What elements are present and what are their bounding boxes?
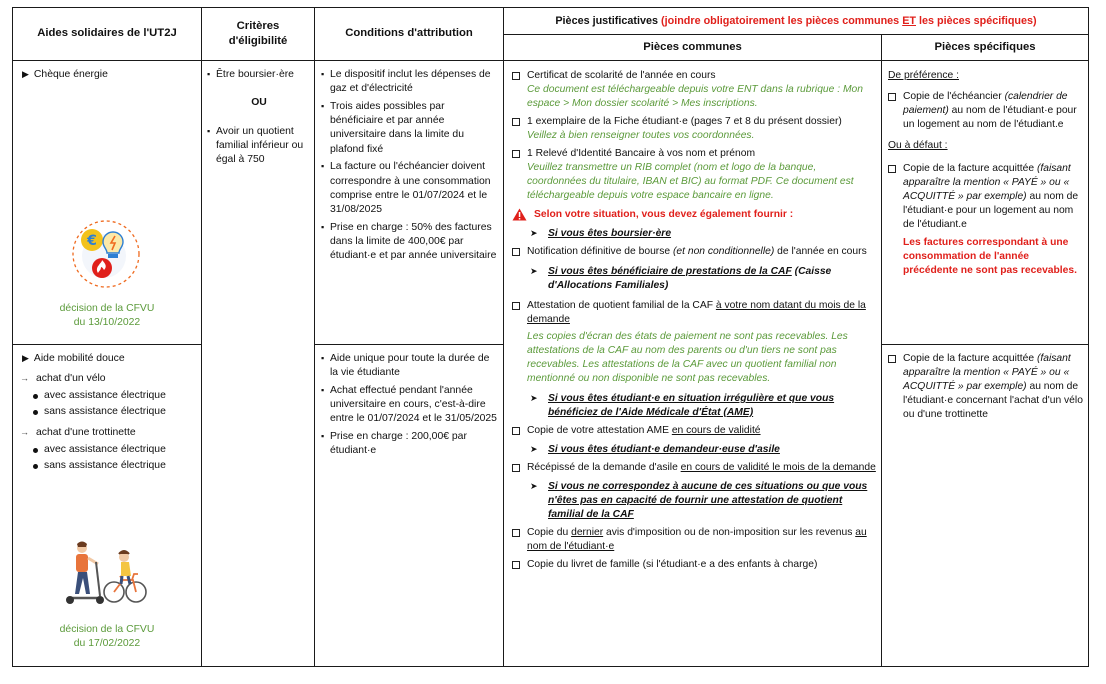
checkbox[interactable]	[888, 93, 896, 101]
chevron-right-icon: ➤	[530, 228, 538, 238]
header-specifiques: Pièces spécifiques	[934, 40, 1036, 53]
checkbox[interactable]	[512, 302, 520, 310]
pieces-specifiques-cheque	[888, 69, 1084, 278]
aid-cheque-energie	[22, 68, 197, 340]
spec-warning: Les factures correspondant à une consommation de l'année précédente ne sont pas recevables.	[903, 237, 1077, 276]
aid-mobilite-title: ▶ Aide mobilité douce	[22, 353, 125, 364]
piece-fiche: 1 exemplaire de la Fiche étudiant·e (pages 7 et 8 du présent dossier) Veillez à bien renseigner toutes vos coordonnées.	[512, 115, 878, 143]
conditions-mobilite	[321, 352, 499, 462]
piece-asile: Récépissé de la demande d'asile en cours de validité le mois de la demande	[512, 461, 878, 475]
piece-certificat: Certificat de scolarité de l'année en cours Ce document est téléchargeable depuis votre ENT dans la rubrique : Mon espace > Mon dossier scolarité > Mes inscriptions.	[512, 69, 878, 111]
header-aides-text: Aides solidaires de l'UT2J	[37, 27, 177, 40]
condition-item: ▪ Prise en charge : 50% des factures dans la limite de 400,00€ par étudiant·e et par année universitaire	[321, 221, 499, 264]
mobilite-velo-opt1: avec assistance électrique	[7, 389, 200, 403]
arrow-right-icon: →	[20, 427, 29, 438]
checkbox[interactable]	[888, 165, 896, 173]
energy-icon	[70, 218, 142, 290]
header-conditions	[315, 8, 503, 60]
chevron-right-icon: ➤	[530, 444, 538, 454]
svg-text:€: €	[87, 233, 97, 249]
piece-note: Veillez à bien renseigner toutes vos coordonnées.	[527, 130, 755, 141]
checkbox[interactable]	[888, 355, 896, 363]
spec-facture-mobilite: Copie de la facture acquittée (faisant apparaître la mention « PAYÉ » ou « ACQUITTÉ » par exemple) au nom de l'étudiant·e concernant l'achat d'un vélo ou d'une trottinette	[888, 352, 1084, 422]
triangle-right-icon: ▶	[22, 69, 29, 79]
piece-note: Ce document est téléchargeable depuis votre ENT dans la rubrique : Mon espace > Mon dossier scolarité > Mes inscriptions.	[527, 84, 863, 109]
header-criteres	[202, 8, 314, 60]
aid-mobilite-decision: décision de la CFVU du 17/02/2022	[59, 624, 155, 650]
condition-item: ▪ Aide unique pour toute la durée de la vie étudiante	[321, 352, 499, 381]
checkbox[interactable]	[512, 529, 520, 537]
header-aides	[13, 8, 201, 60]
piece-ame: Copie de votre attestation AME en cours de validité	[512, 424, 878, 438]
chevron-right-icon: ➤	[530, 481, 538, 491]
situation-ame: ➤ Si vous êtes étudiant·e en situation irrégulière et que vous bénéficiez de l'Aide Médicale d'État (AME)	[530, 393, 835, 418]
checkbox[interactable]	[512, 248, 520, 256]
condition-item: ▪ Trois aides possibles par bénéficiaire et par année universitaire dans la limite du plafond fixé	[321, 100, 499, 157]
checkbox[interactable]	[512, 150, 520, 158]
triangle-right-icon: ▶	[22, 353, 29, 363]
piece-livret-famille: Copie du livret de famille (si l'étudiant·e a des enfants à charge)	[512, 558, 878, 572]
spec-preference: De préférence :	[888, 70, 959, 81]
piece-note: Veuillez transmettre un RIB complet (nom et logo de la banque, coordonnées du titulaire, IBAN et BIC) au format PDF. Ce document est téléchargeable depuis votre espace bancaire en ligne.	[527, 162, 854, 201]
spec-echeancier: Copie de l'échéancier (calendrier de paiement) au nom de l'étudiant·e pour un logement au nom de l'étudiant.e	[888, 90, 1084, 132]
bike-scooter-icon	[62, 540, 157, 606]
header-pieces	[504, 8, 1088, 34]
piece-quotient-caf: Attestation de quotient familial de la CAF à votre nom datant du mois de la demande Les copies d'écran des états de paiement ne sont pas recevables. Les attestations de la CAF au nom des parents ou d'un tiers ne sont pas recevables. Les attestations de la CAF avec un quotient familial non mentionné ou non disponible ne sont pas recevables.	[512, 299, 878, 386]
conditions-cheque	[321, 68, 499, 267]
checkbox[interactable]	[512, 464, 520, 472]
piece-rib: 1 Relevé d'Identité Bancaire à vos nom et prénom Veuillez transmettre un RIB complet (nom et logo de la banque, coordonnées du titulaire, IBAN et BIC) au format PDF. Ce document est téléchargeable depuis votre espace bancaire en ligne.	[512, 147, 878, 203]
warning-icon	[512, 208, 527, 221]
header-conditions-text: Conditions d'attribution	[345, 27, 473, 40]
header-pieces-note: (joindre obligatoirement les pièces communes ET les pièces spécifiques)	[661, 14, 1037, 27]
condition-item: ▪ Prise en charge : 200,00€ par étudiant·e	[321, 430, 499, 459]
aid-cheque-energie-title: ▶ Chèque énergie	[22, 69, 108, 80]
condition-item: ▪ Achat effectué pendant l'année universitaire en cours, c'est-à-dire entre le 01/07/2024 et le 31/05/2025	[321, 384, 499, 427]
checkbox[interactable]	[512, 72, 520, 80]
situation-caf: ➤ Si vous êtes bénéficiaire de prestations de la CAF (Caisse d'Allocations Familiales)	[530, 266, 832, 291]
mobilite-trott-opt2: sans assistance électrique	[7, 459, 200, 473]
criteria-boursier: ▪ Être boursier·ère	[207, 68, 311, 82]
piece-imposition: Copie du dernier avis d'imposition ou de non-imposition sur les revenus au nom de l'étudiant·e	[512, 526, 878, 554]
criteria-ou: OU	[251, 97, 267, 109]
checkbox[interactable]	[512, 427, 520, 435]
arrow-right-icon: →	[20, 373, 29, 384]
situation-asile: ➤ Si vous êtes étudiant·e demandeur·euse d'asile	[530, 444, 780, 455]
mobilite-trott: → achat d'une trottinette	[20, 427, 136, 439]
aid-cheque-decision: décision de la CFVU du 13/10/2022	[59, 303, 155, 329]
mobilite-velo-opt2: sans assistance électrique	[7, 405, 200, 419]
checkbox[interactable]	[512, 118, 520, 126]
header-communes: Pièces communes	[643, 40, 742, 53]
chevron-right-icon: ➤	[530, 266, 538, 276]
spec-facture: Copie de la facture acquittée (faisant apparaître la mention « PAYÉ » ou « ACQUITTÉ » par exemple) au nom de l'étudiant·e pour un logement au nom de l'étudiant.e	[888, 162, 1084, 232]
header-pieces-title: Pièces justificatives	[555, 14, 658, 27]
condition-item: ▪ Le dispositif inclut les dépenses de gaz et d'électricité	[321, 68, 499, 97]
mobilite-trott-opt1: avec assistance électrique	[7, 443, 200, 457]
piece-notification: Notification définitive de bourse (et non conditionnelle) de l'année en cours	[512, 245, 878, 259]
situation-boursier: ➤ Si vous êtes boursier·ère	[530, 228, 672, 239]
criteria-quotient: ▪ Avoir un quotient familial inférieur ou égal à 750	[207, 125, 311, 168]
pieces-communes	[512, 69, 878, 572]
piece-note: Les copies d'écran des états de paiement ne sont pas recevables. Les attestations de la CAF au nom des parents ou d'un tiers ne sont pas recevables. Les attestations de la CAF avec un quotient familial non mentionné ou non disponible ne sont pas recevables.	[527, 331, 848, 384]
header-criteres-text: Critères d'éligibilité	[228, 19, 288, 47]
spec-defaut: Ou à défaut :	[888, 140, 948, 151]
mobilite-velo: → achat d'un vélo	[20, 373, 106, 385]
pieces-specifiques-mobilite	[888, 352, 1084, 422]
checkbox[interactable]	[512, 561, 520, 569]
chevron-right-icon: ➤	[530, 393, 538, 403]
aid-mobilite-douce	[22, 352, 200, 512]
condition-item: ▪ La facture ou l'échéancier doivent correspondre à une consommation comprise entre le 01/07/2024 et le 31/08/2025	[321, 160, 499, 217]
warning-situation: Selon votre situation, vous devez également fournir :	[512, 208, 878, 222]
situation-autre: ➤ Si vous ne correspondez à aucune de ces situations ou que vous n'êtes pas en capacité de fournir une attestation de quotient familial de la CAF	[530, 481, 868, 520]
criteria-cell	[207, 68, 311, 171]
